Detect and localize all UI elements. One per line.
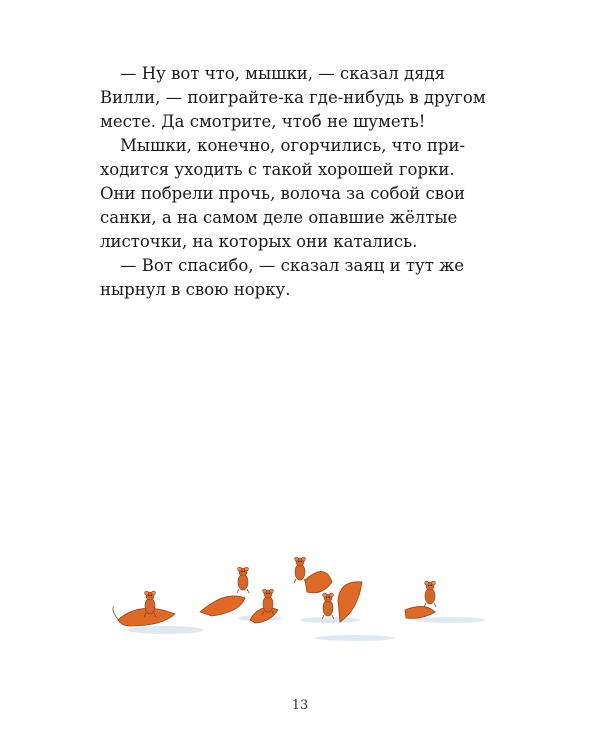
text-line: Мышки, конечно, огорчились, что при-	[120, 136, 466, 155]
mouse-on-leaf-1	[113, 591, 175, 626]
snow-patches	[127, 615, 485, 641]
text-line: Они побрели прочь, волоча за собой свои	[100, 184, 466, 203]
text-line: ходится уходить с такой хорошей горки.	[100, 160, 455, 179]
text-line: — Ну вот что, мышки, — сказал дядя	[120, 64, 446, 83]
page-text	[100, 62, 510, 302]
text-line: листочки, на которых они катались.	[100, 232, 418, 251]
text-line: нырнул в свою норку.	[100, 280, 291, 299]
page-number: 13	[291, 698, 309, 713]
text-line: Вилли, — поиграйте-ка где-нибудь в другом	[100, 88, 486, 107]
mice-illustration	[100, 540, 520, 660]
text-line: санки, а на самом деле опавшие жёлтые	[100, 208, 458, 227]
text-line: месте. Да смотрите, чтоб не шуметь!	[100, 112, 426, 131]
paragraph-3	[100, 254, 510, 302]
mouse-on-leaf-6	[405, 581, 436, 618]
paragraph-1	[100, 62, 510, 134]
mouse-on-leaf-5	[322, 582, 362, 622]
mouse-on-leaf-2	[200, 567, 249, 616]
paragraph-2	[100, 134, 510, 254]
text-line: — Вот спасибо, — сказал заяц и тут же	[120, 256, 465, 275]
mouse-on-leaf-4	[294, 557, 332, 593]
